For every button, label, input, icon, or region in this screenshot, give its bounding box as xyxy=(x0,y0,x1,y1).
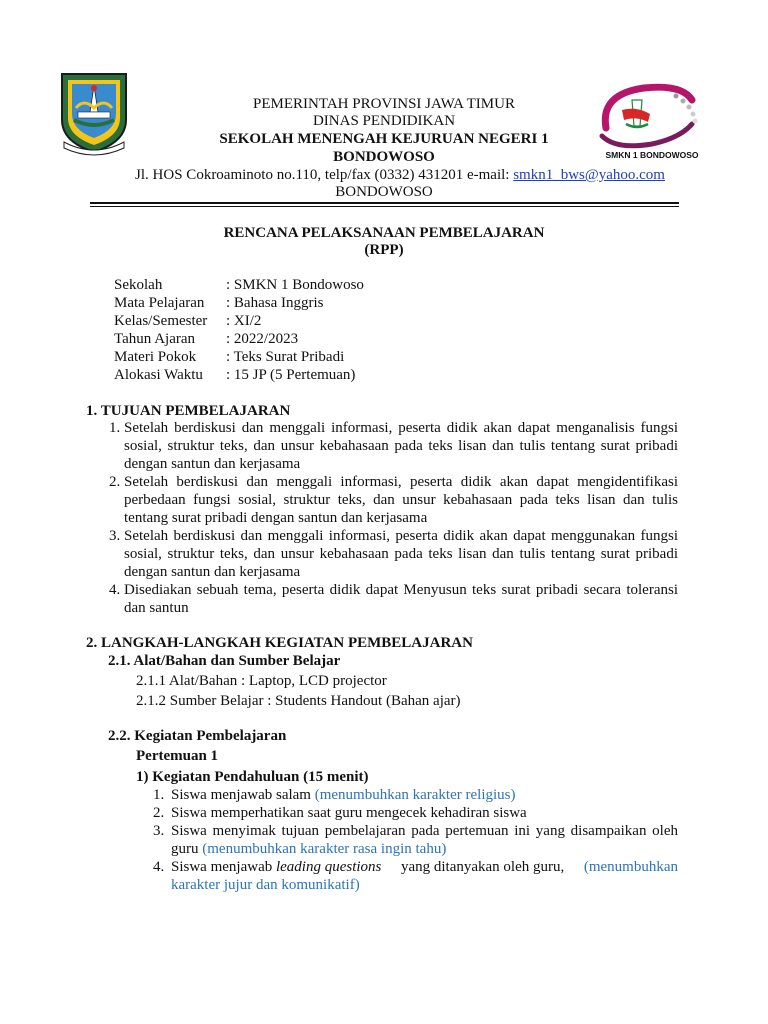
identity-row xyxy=(114,348,364,366)
document-title: RENCANA PELAKSANAAN PEMBELAJARAN xyxy=(223,225,545,241)
email-link[interactable]: smkn1_bws@yahoo.com xyxy=(513,167,665,183)
step-emphasis: leading questions xyxy=(275,859,382,875)
right-logo-caption: SMKN 1 BONDOWOSO xyxy=(605,150,699,160)
objective-line: tentang surat pribadi dengan santun dan kerjasama xyxy=(124,510,428,526)
step-text: Siswa menjawab salam xyxy=(171,787,315,803)
objective-line: sosial, struktur teks, dan unsur kebahasaan pada teks lisan dan tulis tentang surat pribadi xyxy=(124,546,678,562)
identity-value: : SMKN 1 Bondowoso xyxy=(226,277,364,293)
objective-line: Disediakan sebuah tema, peserta didik dapat Menyusun teks surat pribadi secara toleransi xyxy=(124,582,678,598)
list-number: 2. xyxy=(109,474,121,490)
objective-line: Setelah berdiskusi dan menggali informasi, peserta didik akan dapat menggunakan fungsi xyxy=(124,528,678,544)
objective-line: dengan santun dan kerjasama xyxy=(124,564,301,580)
step-text: yang ditanyakan oleh guru, xyxy=(397,859,569,875)
identity-key: Alokasi Waktu xyxy=(114,367,203,383)
identity-block xyxy=(114,276,364,384)
step-line: Siswa menyimak tujuan pembelajaran pada pertemuan ini yang disampaikan oleh xyxy=(171,823,678,839)
resource-item: 2.1.2 Sumber Belajar : Students Handout (Bahan ajar) xyxy=(136,693,461,709)
list-number: 4. xyxy=(153,859,165,875)
list-number: 3. xyxy=(109,528,121,544)
step-line: Siswa memperhatikan saat guru mengecek kehadiran siswa xyxy=(171,805,527,821)
identity-row xyxy=(114,294,364,312)
identity-key: Kelas/Semester xyxy=(114,313,208,329)
identity-key: Sekolah xyxy=(114,277,163,293)
step-text: Siswa menjawab xyxy=(171,859,276,875)
list-number: 3. xyxy=(153,823,165,839)
character-note: (menumbuhkan karakter rasa ingin tahu) xyxy=(202,841,447,857)
subsection-2-1-heading: 2.1. Alat/Bahan dan Sumber Belajar xyxy=(108,653,341,669)
character-note: karakter jujur dan komunikatif) xyxy=(171,877,360,893)
section-1-heading: 1. TUJUAN PEMBELAJARAN xyxy=(86,403,291,419)
list-number: 4. xyxy=(109,582,121,598)
identity-value: : 2022/2023 xyxy=(226,331,299,347)
objective-line: dengan santun dan kerjasama xyxy=(124,456,301,472)
header-school-city: BONDOWOSO xyxy=(333,149,435,165)
identity-row xyxy=(114,330,364,348)
identity-row xyxy=(114,312,364,330)
objective-line: Setelah berdiskusi dan menggali informasi, peserta didik akan dapat mengidentifikasi xyxy=(124,474,678,490)
identity-value: : XI/2 xyxy=(226,313,262,329)
header-address xyxy=(80,166,720,184)
activity-heading: 1) Kegiatan Pendahuluan (15 menit) xyxy=(136,769,369,785)
identity-value: : Bahasa Inggris xyxy=(226,295,324,311)
identity-key: Materi Pokok xyxy=(114,349,197,365)
address-text: Jl. HOS Cokroaminoto no.110, telp/fax (0332) 431201 e-mail: xyxy=(135,167,514,183)
subsection-2-2-heading: 2.2. Kegiatan Pembelajaran xyxy=(108,728,287,744)
list-number: 1. xyxy=(153,787,165,803)
header-school-name: SEKOLAH MENENGAH KEJURUAN NEGERI 1 xyxy=(219,131,549,147)
objective-line: perbedaan fungsi sosial, struktur teks, dan unsur kebahasaan pada teks lisan dan tulis xyxy=(124,492,678,508)
identity-key: Mata Pelajaran xyxy=(114,295,205,311)
resource-item: 2.1.1 Alat/Bahan : Laptop, LCD projector xyxy=(136,673,387,689)
character-note: (menumbuhkan karakter religius) xyxy=(314,787,516,803)
section-2-heading: 2. LANGKAH-LANGKAH KEGIATAN PEMBELAJARAN xyxy=(86,635,473,651)
step-line xyxy=(171,840,446,858)
meeting-heading: Pertemuan 1 xyxy=(136,748,219,764)
header-divider-thin xyxy=(90,206,679,207)
objective-line: dan santun xyxy=(124,600,189,616)
objective-line: sosial, struktur teks, dan unsur kebahasaan pada teks lisan dan tulis tentang surat pribadi xyxy=(124,438,678,454)
objective-line: Setelah berdiskusi dan menggali informasi, peserta didik akan dapat menganalisis fungsi xyxy=(124,420,678,436)
character-note: (menumbuhkan xyxy=(583,859,678,875)
identity-row xyxy=(114,276,364,294)
step-line xyxy=(171,786,515,804)
header-divider-thick xyxy=(90,202,679,204)
step-text: guru xyxy=(171,841,203,857)
list-number: 2. xyxy=(153,805,165,821)
step-line xyxy=(171,858,678,876)
document-subtitle: (RPP) xyxy=(364,242,404,258)
identity-value: : Teks Surat Pribadi xyxy=(226,349,345,365)
identity-value: : 15 JP (5 Pertemuan) xyxy=(226,367,356,383)
header-city: BONDOWOSO xyxy=(335,184,433,200)
header-province: PEMERINTAH PROVINSI JAWA TIMUR xyxy=(253,96,515,112)
header-agency: DINAS PENDIDIKAN xyxy=(312,113,456,129)
identity-key: Tahun Ajaran xyxy=(114,331,196,347)
identity-row xyxy=(114,366,364,384)
list-number: 1. xyxy=(109,420,121,436)
